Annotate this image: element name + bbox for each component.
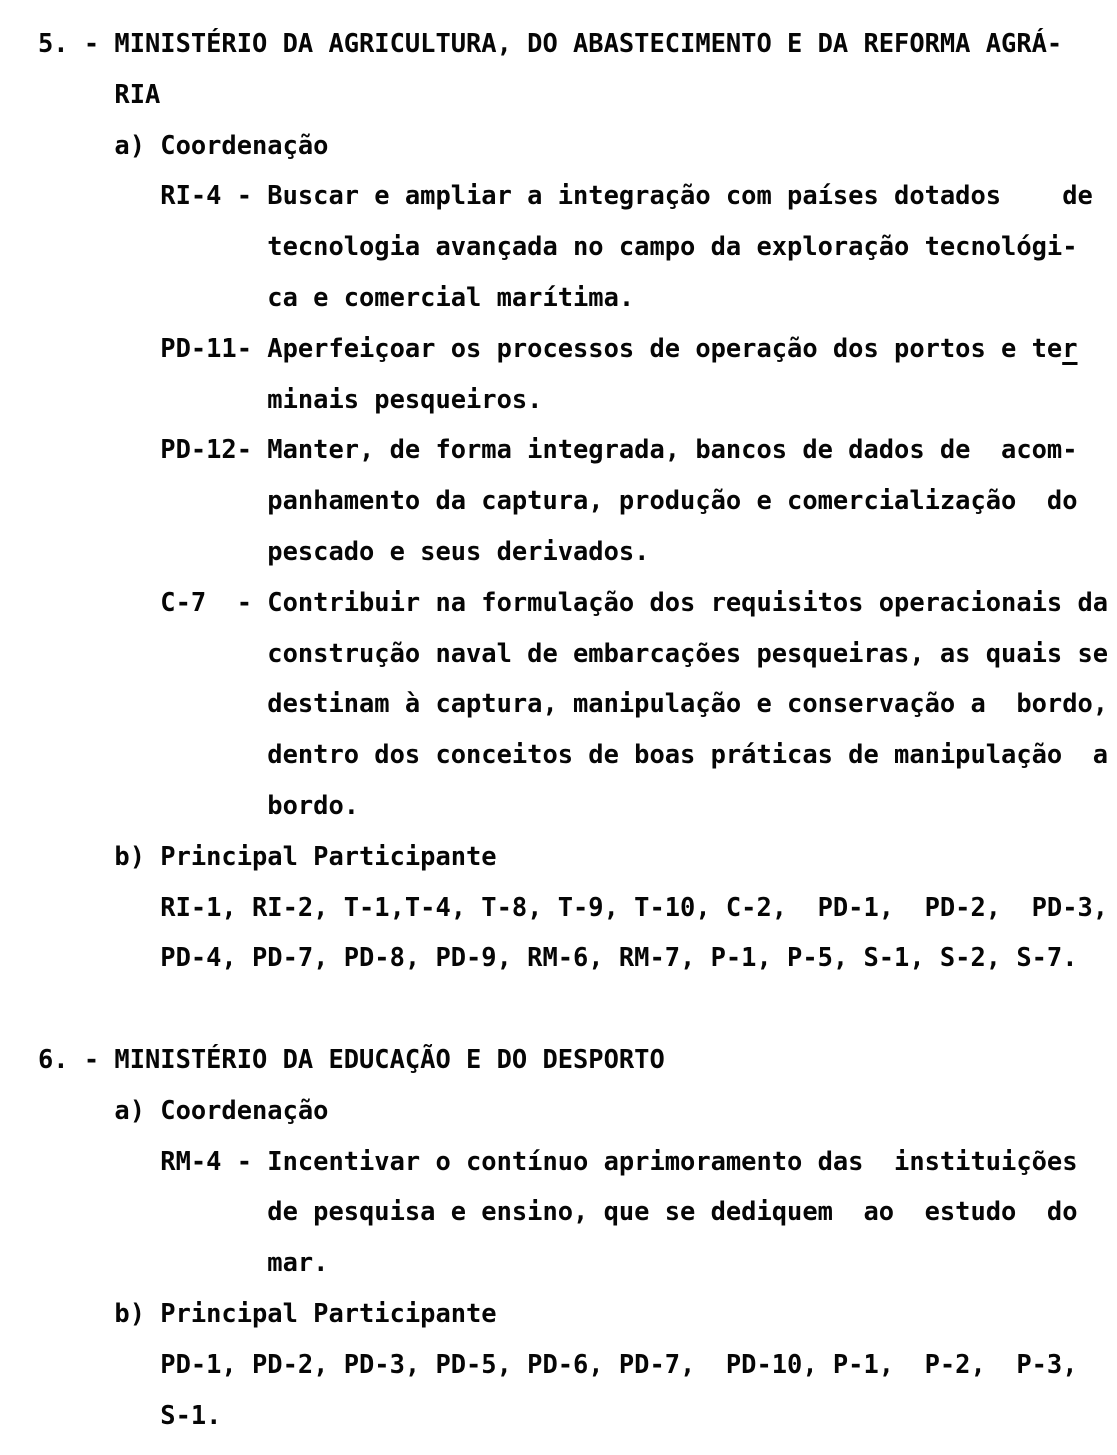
text-line (38, 1339, 1117, 1390)
text-segment: PD-4, PD-7, PD-8, PD-9, RM-6, RM-7, P-1, P-5, S-1, S-2, S-7. (38, 942, 1078, 973)
text-line (38, 1136, 1117, 1187)
text-segment: 5. - MINISTÉRIO DA AGRICULTURA, DO ABASTECIMENTO E DA REFORMA AGRÁ- (38, 28, 1063, 58)
text-line (38, 932, 1117, 983)
text-line (38, 1034, 1117, 1085)
text-segment: S-1. (38, 1399, 222, 1430)
text-segment: b) Principal Participante (38, 1297, 497, 1328)
text-line (38, 323, 1117, 374)
text-segment: a) Coordenação (38, 1094, 329, 1125)
text-line (38, 577, 1117, 628)
text-segment: PD-1, PD-2, PD-3, PD-5, PD-6, PD-7, PD-10, P-1, P-2, P-3, (38, 1348, 1078, 1379)
text-line (38, 475, 1117, 526)
document-body (38, 18, 1117, 1440)
text-segment: RM-4 - Incentivar o contínuo aprimoramento das instituições (38, 1145, 1078, 1176)
text-segment: mar. (38, 1247, 329, 1278)
text-segment: PD-12- Manter, de forma integrada, bancos de dados de acom- (38, 434, 1078, 465)
text-line (38, 628, 1117, 679)
text-line (38, 1288, 1117, 1339)
text-line (38, 120, 1117, 171)
text-line (38, 1085, 1117, 1136)
text-line (38, 221, 1117, 272)
text-line (38, 729, 1117, 780)
text-segment: 6. - MINISTÉRIO DA EDUCAÇÃO E DO DESPORTO (38, 1043, 665, 1074)
text-line (38, 69, 1117, 120)
text-segment: destinam à captura, manipulação e conservação a bordo, (38, 688, 1109, 719)
text-line (38, 18, 1117, 69)
text-line (38, 374, 1117, 425)
text-segment: construção naval de embarcações pesqueiras, as quais se (38, 637, 1109, 668)
text-line (38, 983, 1117, 1034)
text-segment: RIA (38, 78, 161, 109)
text-segment: de pesquisa e ensino, que se dediquem ao estudo do (38, 1196, 1078, 1227)
text-line (38, 831, 1117, 882)
text-line (38, 1390, 1117, 1441)
text-line (38, 678, 1117, 729)
text-line (38, 1186, 1117, 1237)
text-segment: panhamento da captura, produção e comercialização do (38, 485, 1078, 516)
text-line (38, 1237, 1117, 1288)
text-segment: a) Coordenação (38, 129, 329, 160)
text-segment: ca e comercial marítima. (38, 281, 635, 312)
text-segment: bordo. (38, 789, 360, 820)
text-segment: minais pesqueiros. (38, 383, 543, 414)
text-segment: b) Principal Participante (38, 840, 497, 871)
text-segment: PD-11- Aperfeiçoar os processos de operação dos portos e te (38, 332, 1063, 363)
text-segment: pescado e seus derivados. (38, 535, 650, 566)
text-segment: C-7 - Contribuir na formulação dos requisitos operacionais da (38, 586, 1109, 617)
text-line (38, 780, 1117, 831)
text-segment: tecnologia avançada no campo da exploração tecnológi- (38, 231, 1078, 262)
text-line (38, 170, 1117, 221)
text-line (38, 526, 1117, 577)
text-segment: RI-4 - Buscar e ampliar a integração com países dotados de (38, 180, 1093, 211)
text-line (38, 272, 1117, 323)
text-line (38, 882, 1117, 933)
text-segment: dentro dos conceitos de boas práticas de manipulação a (38, 739, 1109, 770)
underlined-text: r (1062, 332, 1078, 363)
text-segment: RI-1, RI-2, T-1,T-4, T-8, T-9, T-10, C-2, PD-1, PD-2, PD-3, (38, 891, 1109, 922)
text-line (38, 424, 1117, 475)
